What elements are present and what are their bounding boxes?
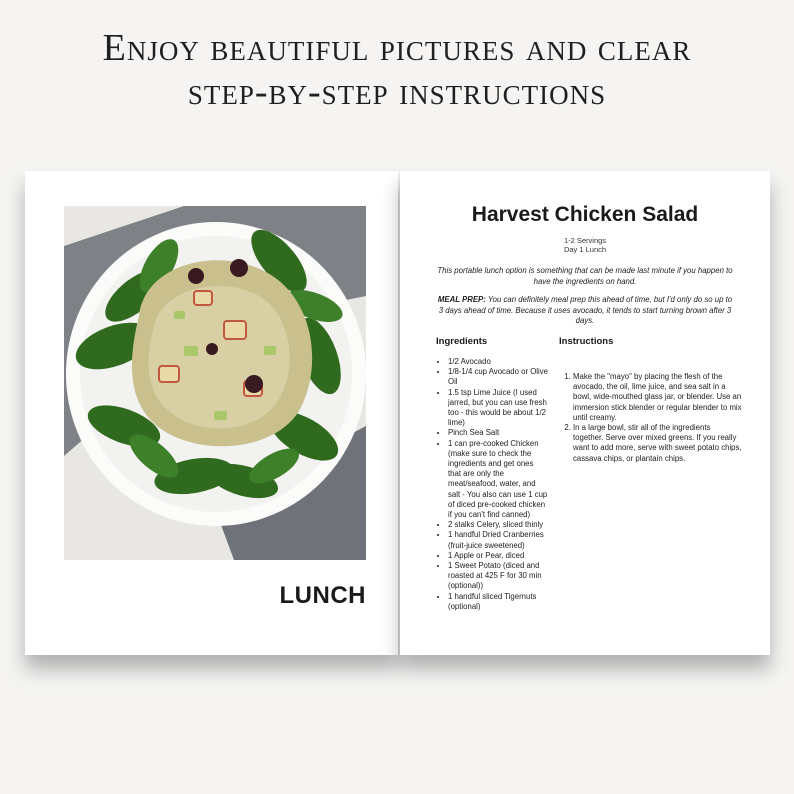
meal-prep-label: MEAL PREP: xyxy=(437,295,486,304)
promo-headline xyxy=(0,26,794,114)
ingredient-item: • 1.5 tsp Lime Juice (I used jarred, but you can use fresh too - this would be about 1/2 lime) xyxy=(448,388,548,429)
ingredients-heading: Ingredients xyxy=(436,336,488,347)
headline-line-1: Enjoy beautiful pictures and clear xyxy=(102,27,692,69)
ingredient-item: • 1/2 Avocado xyxy=(448,357,548,367)
instructions-heading: Instructions xyxy=(559,336,614,347)
ingredients-list xyxy=(436,357,548,612)
ingredient-item: • 2 stalks Celery, sliced thinly xyxy=(448,520,548,530)
ingredient-item: • 1 handful sliced Tigernuts (optional) xyxy=(448,592,548,612)
meal-prep-note xyxy=(436,295,734,327)
recipe-title: Harvest Chicken Salad xyxy=(471,203,699,226)
ingredient-item: • 1/8-1/4 cup Avocado or Olive Oil xyxy=(448,367,548,387)
instruction-step: 1. Make the "mayo" by placing the flesh of the avocado, the oil, lime juice, and sea salt in a bowl, wide-mouthed glass jar, or blender. Use an immersion stick blender or regular blender to mix until creamy. xyxy=(573,372,742,423)
left-page xyxy=(25,171,398,655)
right-page xyxy=(400,171,770,655)
ingredient-item: • 1 Apple or Pear, diced xyxy=(448,551,548,561)
servings-text: 1-2 Servings xyxy=(563,236,607,245)
recipe-intro: This portable lunch option is something that can be made last minute if you happen to have the ingredients on hand. xyxy=(437,266,733,286)
instructions-list xyxy=(562,372,742,464)
section-label: LUNCH xyxy=(279,582,366,609)
ingredient-item: • 1 can pre-cooked Chicken (make sure to check the ingredients and get ones that are only the meat/seafood, water, and salt - You also can use 1 cup of diced pre-cooked chicken if you can't find canned) xyxy=(448,439,548,521)
salad-photo xyxy=(64,206,366,560)
ingredient-item: • 1 handful Dried Cranberries (fruit-juice sweetened) xyxy=(448,530,548,550)
ingredient-item: • Pinch Sea Salt xyxy=(448,428,548,438)
meal-prep-text: You can definitely meal prep this ahead of time, but I'd only do so up to 3 days ahead of time. Because it uses avocado, it tends to start turning brown after 3 days. xyxy=(438,295,733,325)
salad-photo-illustration xyxy=(64,206,366,560)
headline-line-2: step-by-step instructions xyxy=(187,71,607,113)
ingredient-item: • 1 Sweet Potato (diced and roasted at 425 F for 30 min (optional)) xyxy=(448,561,548,592)
instruction-step: 2. In a large bowl, stir all of the ingredients together. Serve over mixed greens. If you really want to add more, serve with sweet potato chips, cassava chips, or plantain chips. xyxy=(573,423,742,464)
day-text: Day 1 Lunch xyxy=(563,245,607,254)
